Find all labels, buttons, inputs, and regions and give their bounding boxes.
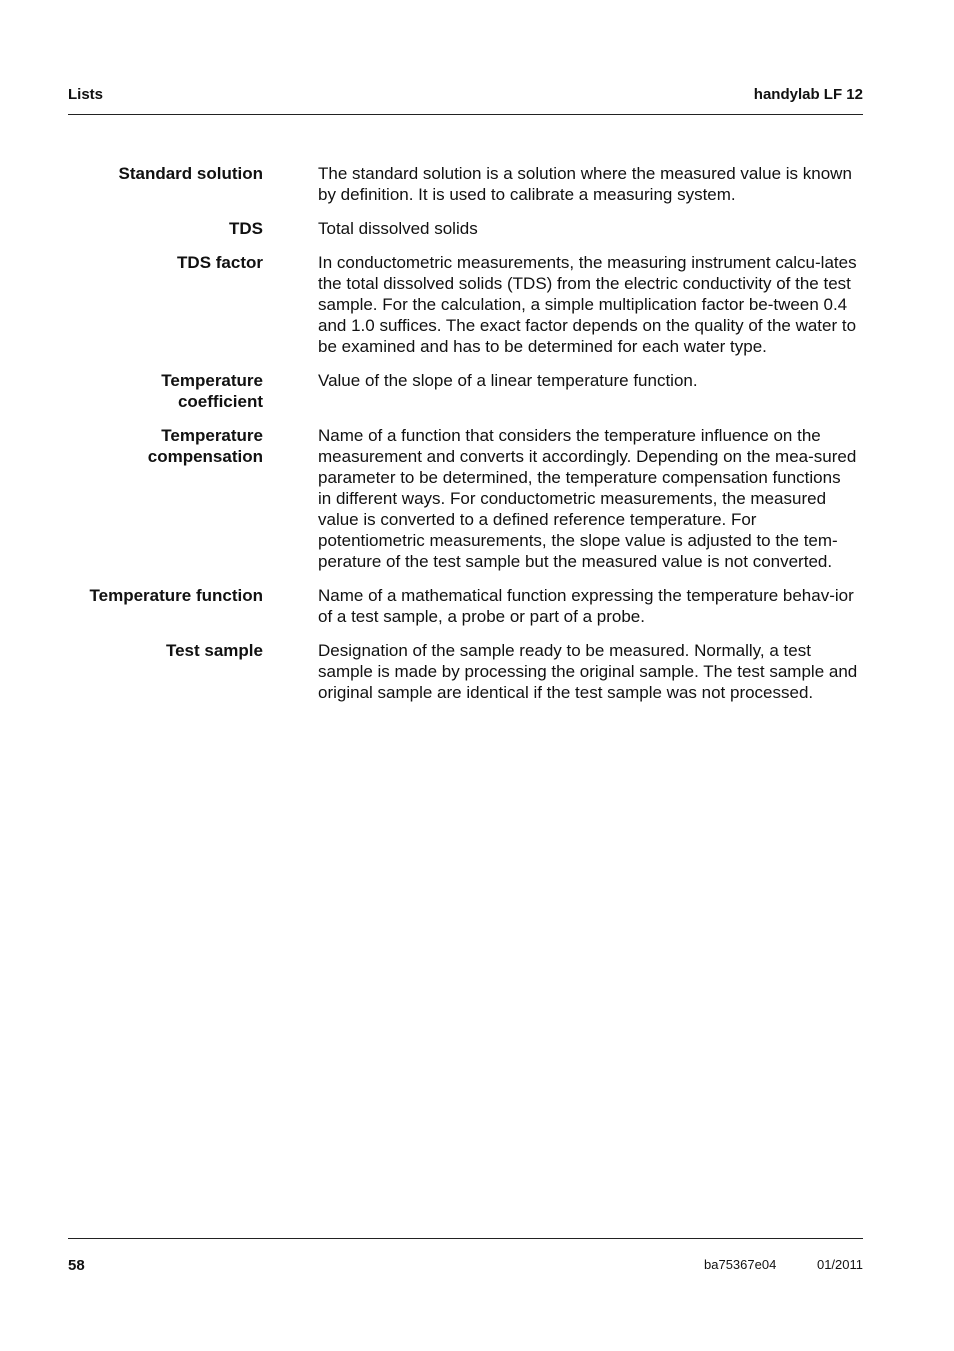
glossary-term: Temperature coefficient (161, 371, 263, 411)
glossary-definition: Designation of the sample ready to be measured. Normally, a test sample is made by processing the original sample. The test sample and original sample are identical if the test sample was not processed. (318, 641, 858, 702)
glossary-term: TDS factor (177, 253, 263, 272)
glossary-entry (68, 585, 863, 627)
glossary-entry (68, 163, 863, 205)
glossary-term: Standard solution (118, 164, 263, 183)
page-number: 58 (68, 1257, 85, 1274)
glossary-entry (68, 425, 863, 572)
glossary-definition: Total dissolved solids (318, 219, 478, 238)
document-date: 01/2011 (816, 1257, 863, 1272)
page-header (68, 86, 863, 115)
glossary-definition: Name of a mathematical function expressing the temperature behav-ior of a test sample, a probe or part of a probe. (318, 586, 854, 626)
document-code: ba75367e04 (704, 1257, 777, 1272)
glossary-entry (68, 252, 863, 357)
glossary-entry (68, 218, 863, 239)
glossary-entry (68, 640, 863, 703)
glossary-definition: Value of the slope of a linear temperature function. (318, 371, 698, 390)
glossary-definition: The standard solution is a solution where the measured value is known by definition. It is used to calibrate a measuring system. (318, 164, 852, 204)
glossary-term: TDS (229, 219, 263, 238)
glossary-term: Temperature function (89, 586, 263, 605)
section-title: Lists (68, 86, 104, 103)
product-name: handylab LF 12 (753, 86, 863, 103)
glossary-list (68, 163, 863, 716)
page-footer (68, 1238, 863, 1274)
glossary-definition: In conductometric measurements, the measuring instrument calcu-lates the total dissolved solids (TDS) from the electric conductivity of the test sample. For the calculation, a simple multiplication factor be-tween 0.4 and 1.0 suffices. The exact factor depends on the quality of the water to be examined and has to be determined for each water type. (318, 253, 857, 356)
glossary-term: Temperature compensation (147, 426, 263, 466)
glossary-definition: Name of a function that considers the temperature influence on the measurement and converts it accordingly. Depending on the mea-sured parameter to be determined, the temperature compensation functions in different ways. For conductometric measurements, the measured value is converted to a defined reference temperature. For potentiometric measurements, the slope value is adjusted to the tem-perature of the test sample but the measured value is not converted. (318, 426, 857, 571)
glossary-entry (68, 370, 863, 412)
glossary-term: Test sample (165, 641, 263, 660)
